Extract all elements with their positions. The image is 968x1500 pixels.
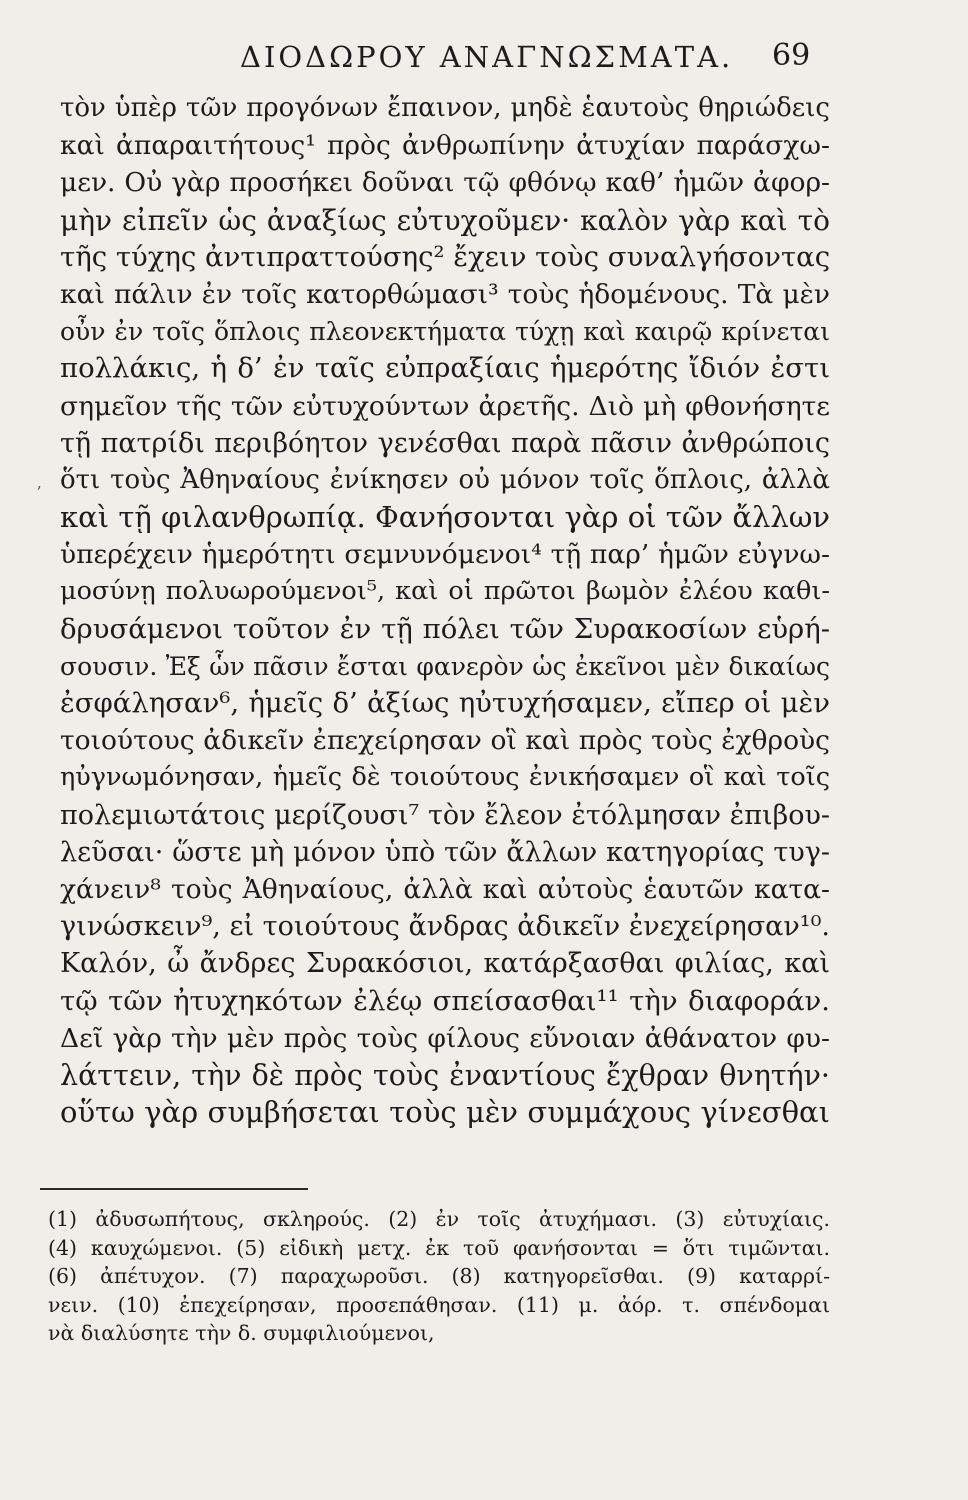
footnote-line: νειν. (10) ἐπεχείρησαν, προσεπάθησαν. (11) μ. ἀόρ. τ. σπένδομαι [48,1292,830,1317]
text-line: μὴν εἰπεῖν ὡς ἀναξίως εὐτυχοῦμεν· καλὸν γὰρ καὶ τὸ [60,203,830,237]
footnote-line: νὰ διαλύσητε τὴν δ. συμφιλιούμενοι, [48,1321,435,1346]
text-line: Δεῖ γὰρ τὴν μὲν πρὸς τοὺς φίλους εὔνοιαν ἀθάνατον φυ- [60,1022,830,1054]
text-line: πολλάκις, ἡ δ’ ἐν ταῖς εὐπραξίαις ἡμερότης ἴδιόν ἐστι [60,352,830,385]
text-line: μεν. Οὐ γὰρ προσήκει δοῦναι τῷ φθόνῳ καθ’ ἡμῶν ἀφορ- [60,167,830,199]
text-line: λάττειν, τὴν δὲ πρὸς τοὺς ἐναντίους ἔχθραν θνητήν· [60,1058,830,1092]
running-head-title: ΔΙΟΔΩΡΟΥ ΑΝΑΓΝΩΣΜΑΤΑ. [240,40,734,74]
text-line: σημεῖον τῆς τῶν εὐτυχούντων ἀρετῆς. Διὸ μὴ φθονήσητε [60,390,830,422]
footnotes [48,1205,830,1348]
text-line: οὖν ἐν τοῖς ὅπλοις πλεονεκτήματα τύχῃ καὶ καιρῷ κρίνεται [60,317,830,347]
text-line: ὑπερέχειν ἡμερότητι σεμνυνόμενοι⁴ τῇ παρ’ ἡμῶν εὐγνω- [60,539,830,571]
body-text [60,90,830,1131]
footnote-line: (4) καυχώμενοι. (5) εἰδικὴ μετχ. ἐκ τοῦ φανήσονται = ὅτι τιμῶνται. [48,1235,830,1260]
text-line: καὶ ἀπαραιτήτους¹ πρὸς ἀνθρωπίνην ἀτυχίαν παράσχω- [60,130,830,162]
text-line: γινώσκειν⁹, εἰ τοιούτους ἄνδρας ἀδικεῖν ἐνεχείρησαν¹⁰. [60,911,830,943]
text-line: οὕτω γὰρ συμβήσεται τοὺς μὲν συμμάχους γίνεσθαι [60,1095,830,1130]
text-line: τῆς τύχης ἀντιπραττούσης² ἔχειν τοὺς συναλγήσοντας [60,240,831,273]
text-line: τῷ τῶν ἠτυχηκότων ἐλέῳ σπείσασθαι¹¹ τὴν διαφοράν. [60,984,830,1017]
footnote-line: (6) ἀπέτυχον. (7) παραχωροῦσι. (8) κατηγορεῖσθαι. (9) καταρρί- [48,1264,830,1289]
text-line: καὶ πάλιν ἐν τοῖς κατορθώμασι³ τοὺς ἡδομένους. Τὰ μὲν [60,278,830,310]
text-line: τὸν ὑπὲρ τῶν προγόνων ἔπαινον, μηδὲ ἑαυτοὺς θηριώδεις [60,93,830,123]
page-number: 69 [772,38,811,73]
text-line: πολεμιωτάτοις μερίζουσι⁷ τὸν ἔλεον ἐτόλμησαν ἐπιβου- [60,799,830,831]
text-line: δρυσάμενοι τοῦτον ἐν τῇ πόλει τῶν Συρακοσίων εὑρή- [60,612,830,645]
text-line: μοσύνῃ πολυωρούμενοι⁵, καὶ οἱ πρῶτοι βωμὸν ἐλέου καθι- [60,576,830,607]
text-line: ηὐγνωμόνησαν, ἡμεῖς δὲ τοιούτους ἐνικήσαμεν οἳ καὶ τοῖς [60,762,830,793]
footnote-rule [40,1188,308,1190]
footnote-line: (1) ἀδυσωπήτους, σκληρούς. (2) ἐν τοῖς ἀτυχήμασι. (3) εὐτυχίαις. [48,1207,830,1231]
margin-mark: ʼ [36,483,42,502]
text-line: λεῦσαι· ὥστε μὴ μόνον ὑπὸ τῶν ἄλλων κατηγορίας τυγ- [60,836,830,868]
text-line: ὅτι τοὺς Ἀθηναίους ἐνίκησεν οὐ μόνον τοῖς ὅπλοις, ἀλλὰ [60,464,830,495]
text-line: καὶ τῇ φιλανθρωπίᾳ. Φανήσονται γὰρ οἱ τῶν ἄλλων [60,500,830,535]
text-line: τοιούτους ἀδικεῖν ἐπεχείρησαν οἳ καὶ πρὸς τοὺς ἐχθροὺς [60,725,830,757]
text-line: σουσιν. Ἐξ ὧν πᾶσιν ἔσται φανερὸν ὡς ἐκεῖνοι μὲν δικαίως [60,651,830,681]
text-line: τῇ πατρίδι περιβόητον γενέσθαι παρὰ πᾶσιν ἀνθρώποις [60,427,830,459]
text-line: ἐσφάλησαν⁶, ἡμεῖς δ’ ἀξίως ηὐτυχήσαμεν, εἴπερ οἱ μὲν [60,687,830,719]
text-line: Καλόν, ὦ ἄνδρες Συρακόσιοι, κατάρξασθαι φιλίας, καὶ [60,948,830,980]
text-line: χάνειν⁸ τοὺς Ἀθηναίους, ἀλλὰ καὶ αὐτοὺς ἑαυτῶν κατα- [60,873,830,905]
running-head [0,40,968,80]
